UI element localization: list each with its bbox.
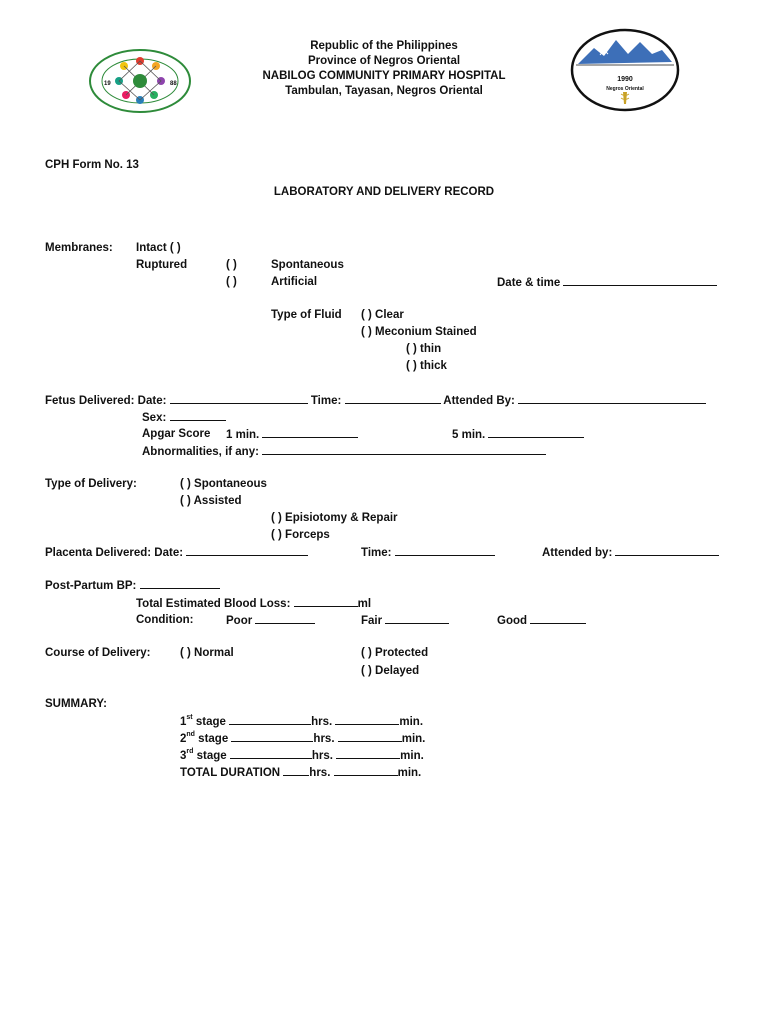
sex-label: Sex:	[142, 412, 167, 424]
placenta-date-field[interactable]	[186, 545, 308, 556]
ml-unit: ml	[357, 598, 372, 610]
forceps-option[interactable]: ( ) Forceps	[271, 529, 330, 541]
total-hrs-field[interactable]	[283, 765, 309, 776]
course-of-delivery-label: Course of Delivery:	[45, 647, 151, 659]
meconium-thin-option[interactable]: ( ) thin	[406, 343, 442, 355]
stage-1-min-field[interactable]	[335, 714, 399, 725]
placenta-time-label: Time:	[361, 547, 392, 559]
svg-text:88: 88	[170, 81, 177, 87]
fluid-clear-option[interactable]: ( ) Clear	[361, 309, 404, 321]
fetus-date-label: Fetus Delivered: Date:	[45, 395, 167, 407]
fetus-time-label: Time:	[310, 395, 342, 407]
fetus-sex-row	[142, 410, 226, 425]
condition-fair-row	[361, 613, 449, 628]
artificial-checkbox[interactable]: ( )	[226, 276, 237, 288]
stage-2-hrs-unit: hrs.	[313, 733, 335, 745]
stage-1-hrs-unit: hrs.	[311, 716, 333, 728]
total-min-field[interactable]	[334, 765, 398, 776]
stage-1-min-unit: min.	[399, 716, 424, 728]
placenta-time-field[interactable]	[395, 545, 495, 556]
course-protected-option[interactable]: ( ) Protected	[361, 647, 429, 659]
total-duration-row	[180, 765, 421, 780]
stage-2-min-field[interactable]	[338, 731, 402, 742]
good-label: Good	[497, 615, 528, 627]
date-time-field[interactable]	[563, 275, 717, 286]
fetus-delivered-row	[45, 393, 706, 408]
stage-3-number: 3	[180, 750, 187, 762]
stage-3-label: stage	[196, 750, 227, 762]
stage-3-min-unit: min.	[400, 750, 424, 762]
postpartum-bp-label: Post-Partum BP:	[45, 580, 137, 592]
condition-good-field[interactable]	[530, 613, 586, 624]
total-min-unit: min.	[397, 767, 422, 779]
course-normal-option[interactable]: ( ) Normal	[180, 647, 234, 659]
condition-poor-field[interactable]	[255, 613, 315, 624]
header-line-4: Tambulan, Tayasan, Negros Oriental	[285, 85, 483, 97]
condition-fair-field[interactable]	[385, 613, 449, 624]
date-time-label: Date & time	[497, 277, 561, 289]
stage-1-suffix: st	[186, 714, 193, 721]
placenta-date-label: Placenta Delivered: Date:	[45, 547, 184, 559]
blood-loss-label: Total Estimated Blood Loss:	[136, 598, 291, 610]
svg-text:19: 19	[104, 81, 111, 87]
apgar-5min-field[interactable]	[488, 427, 584, 438]
fetus-time-field[interactable]	[345, 393, 441, 404]
episiotomy-option[interactable]: ( ) Episiotomy & Repair	[271, 512, 398, 524]
postpartum-bp-field[interactable]	[140, 578, 220, 589]
delivery-spontaneous-option[interactable]: ( ) Spontaneous	[180, 478, 267, 490]
type-of-delivery-label: Type of Delivery:	[45, 478, 137, 490]
fetus-attended-field[interactable]	[518, 393, 706, 404]
stage-2-label: stage	[198, 733, 229, 745]
stage-2-row	[180, 731, 425, 746]
apgar-1min-field[interactable]	[262, 427, 358, 438]
stage-2-min-unit: min.	[401, 733, 426, 745]
stage-2-hrs-field[interactable]	[231, 731, 313, 742]
placenta-time-row	[361, 545, 495, 560]
apgar-5min-row	[452, 427, 584, 442]
ruptured-label: Ruptured	[136, 259, 188, 271]
total-duration-label: TOTAL DURATION	[180, 767, 281, 779]
fetus-attended-label: Attended By:	[443, 395, 515, 407]
stage-2-suffix: nd	[186, 731, 195, 738]
blood-loss-field[interactable]	[294, 596, 358, 607]
condition-good-row	[497, 613, 586, 628]
fair-label: Fair	[361, 615, 383, 627]
placenta-attended-row	[542, 545, 719, 560]
abnormalities-row	[142, 444, 546, 459]
placenta-date-row	[45, 545, 308, 560]
stage-1-row	[180, 714, 423, 729]
svg-text:1990: 1990	[617, 76, 633, 83]
spontaneous-checkbox[interactable]: ( )	[226, 259, 237, 271]
delivery-assisted-option[interactable]: ( ) Assisted	[180, 495, 242, 507]
nabilog-hospital-seal	[570, 28, 680, 112]
membranes-label: Membranes:	[45, 242, 113, 254]
svg-text:Negros Oriental: Negros Oriental	[606, 86, 644, 92]
summary-label: SUMMARY:	[45, 698, 107, 710]
form-number: CPH Form No. 13	[45, 159, 139, 171]
five-min-label: 5 min.	[452, 429, 486, 441]
condition-label: Condition:	[136, 614, 194, 626]
header-line-3: NABILOG COMMUNITY PRIMARY HOSPITAL	[262, 70, 506, 82]
sex-field[interactable]	[170, 410, 226, 421]
stage-3-hrs-unit: hrs.	[311, 750, 333, 762]
total-hrs-unit: hrs.	[309, 767, 331, 779]
membranes-date-time	[497, 275, 717, 290]
intact-option[interactable]: Intact ( )	[136, 242, 181, 254]
stage-1-hrs-field[interactable]	[229, 714, 311, 725]
course-delayed-option[interactable]: ( ) Delayed	[361, 665, 420, 677]
condition-poor-row	[226, 613, 315, 628]
placenta-attended-label: Attended by:	[542, 547, 613, 559]
stage-2-number: 2	[180, 733, 187, 745]
one-min-label: 1 min.	[226, 429, 260, 441]
form-title: LABORATORY AND DELIVERY RECORD	[273, 186, 495, 198]
artificial-label: Artificial	[271, 276, 318, 288]
blood-loss-row	[136, 596, 371, 611]
abnormalities-field[interactable]	[262, 444, 546, 455]
apgar-label: Apgar Score	[142, 428, 211, 440]
stage-3-row	[180, 748, 424, 763]
type-of-fluid-label: Type of Fluid	[271, 309, 342, 321]
header-line-2: Province of Negros Oriental	[307, 55, 461, 67]
abnormalities-label: Abnormalities, if any:	[142, 446, 259, 458]
fetus-date-field[interactable]	[170, 393, 308, 404]
header-line-1: Republic of the Philippines	[310, 40, 458, 52]
apgar-1min-row	[226, 427, 358, 442]
spontaneous-label: Spontaneous	[271, 259, 344, 271]
stage-1-number: 1	[180, 716, 187, 728]
fluid-meconium-option[interactable]: ( ) Meconium Stained	[361, 326, 477, 338]
placenta-attended-field[interactable]	[615, 545, 719, 556]
postpartum-bp-row	[45, 578, 220, 593]
stage-3-suffix: rd	[186, 748, 194, 755]
stage-1-label: stage	[195, 716, 226, 728]
stage-3-min-field[interactable]	[336, 748, 400, 759]
meconium-thick-option[interactable]: ( ) thick	[406, 360, 447, 372]
stage-3-hrs-field[interactable]	[230, 748, 312, 759]
poor-label: Poor	[226, 615, 253, 627]
